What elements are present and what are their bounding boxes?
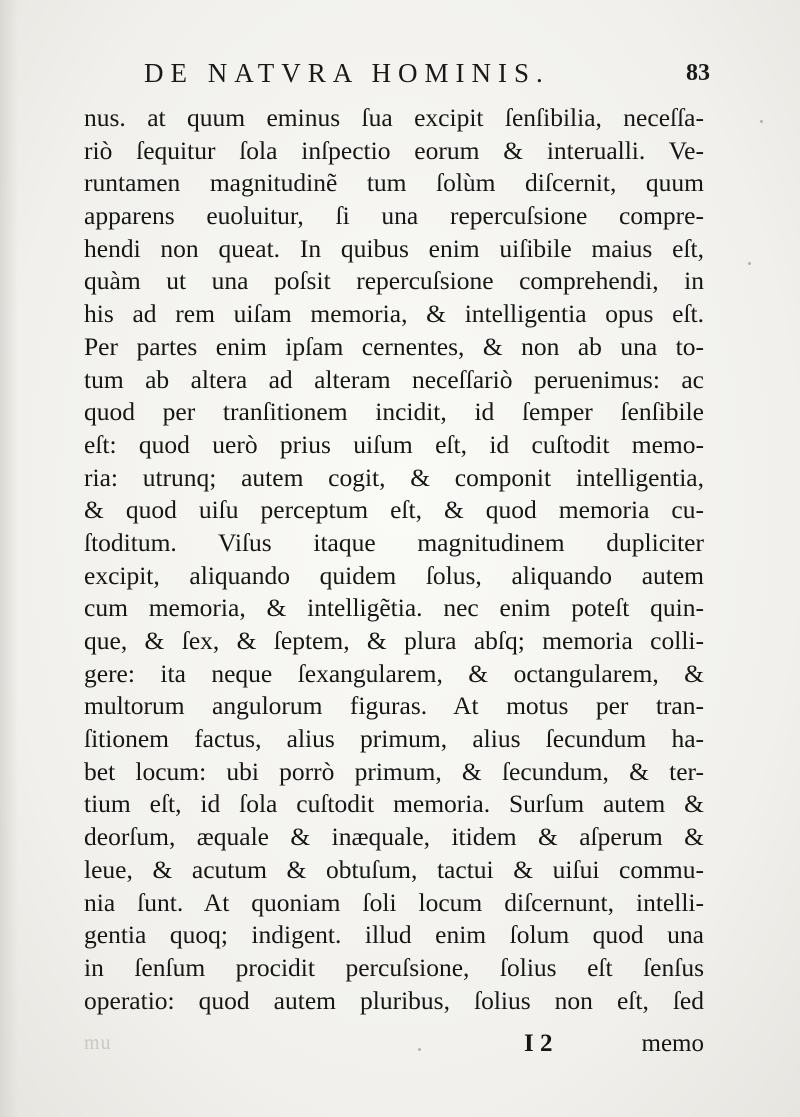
page-header: [144, 58, 708, 92]
text-line: ſtoditum. Viſus itaque magnitudinem dupliciter: [84, 527, 704, 557]
body-text: [84, 102, 704, 1017]
text-line: excipit, aliquando quidem ſolus, aliquando autem: [84, 560, 704, 590]
text-line: que, & ſex, & ſeptem, & plura abſq; memoria colli-: [84, 626, 704, 655]
text-line: nia ſunt. At quoniam ſoli locum diſcernunt, intelli-: [84, 887, 704, 917]
scan-speck: [748, 262, 751, 265]
text-line: gentia quoq; indigent. illud enim ſolum quod una: [84, 920, 704, 950]
text-line: tum ab altera ad alteram neceſſariò peruenimus: ac: [84, 364, 704, 394]
text-line: nus. at quum eminus ſua excipit ſenſibilia, neceſſa-: [84, 103, 704, 132]
text-line: & quod uiſu perceptum eſt, & quod memoria cu-: [84, 495, 704, 525]
text-line: ria: utrunq; autem cogit, & componit intelligentia,: [84, 462, 704, 492]
text-line: quod per tranſitionem incidit, id ſemper ſenſibile: [84, 397, 704, 427]
text-line: cum memoria, & intelligẽtia. nec enim poteſt quin-: [84, 593, 704, 623]
scan-edge-shadow: [0, 0, 18, 1117]
show-through-text: mu: [84, 1032, 112, 1054]
text-line: hendi non queat. In quibus enim uiſibile maius eſt,: [84, 233, 704, 263]
running-head: DE NATVRA HOMINIS.: [144, 58, 550, 88]
text-line: ſitionem factus, alius primum, alius ſecundum ha-: [84, 724, 704, 754]
text-line: runtamen magnitudinẽ tum ſolùm diſcernit, quum: [84, 168, 704, 198]
text-line: multorum angulorum figuras. At motus per tran-: [84, 691, 704, 721]
text-line: in ſenſum procidit percuſsione, ſolius eſt ſenſus: [84, 952, 704, 982]
text-line: apparens euoluitur, ſi una repercuſsione compre-: [84, 201, 704, 231]
page-number: 83: [686, 60, 710, 86]
scan-speck: [760, 120, 763, 123]
text-line: riò ſequitur ſola inſpectio eorum & interualli. Ve-: [84, 135, 704, 165]
signature-mark: I 2: [524, 1030, 553, 1057]
scan-speck: [418, 1048, 421, 1051]
text-line: eſt: quod uerò prius uiſum eſt, id cuſtodit memo-: [84, 429, 704, 459]
text-line: Per partes enim ipſam cernentes, & non ab una to-: [84, 331, 704, 361]
text-line: leue, & acutum & obtuſum, tactui & uiſui commu-: [84, 854, 704, 884]
text-line: his ad rem uiſam memoria, & intelligentia opus eſt.: [84, 299, 704, 329]
page-footer: [84, 1030, 704, 1064]
text-line: gere: ita neque ſexangularem, & octangularem, &: [84, 658, 704, 688]
catchword: memo: [641, 1030, 704, 1057]
text-line: bet locum: ubi porrò primum, & ſecundum, & ter-: [84, 756, 704, 786]
text-line: deorſum, æquale & inæquale, itidem & aſperum &: [84, 822, 704, 852]
text-line: quàm ut una poſsit repercuſsione comprehendi, in: [84, 266, 704, 296]
text-line: tium eſt, id ſola cuſtodit memoria. Surſum autem &: [84, 789, 704, 819]
text-line: operatio: quod autem pluribus, ſolius non eſt, ſed: [84, 985, 704, 1015]
